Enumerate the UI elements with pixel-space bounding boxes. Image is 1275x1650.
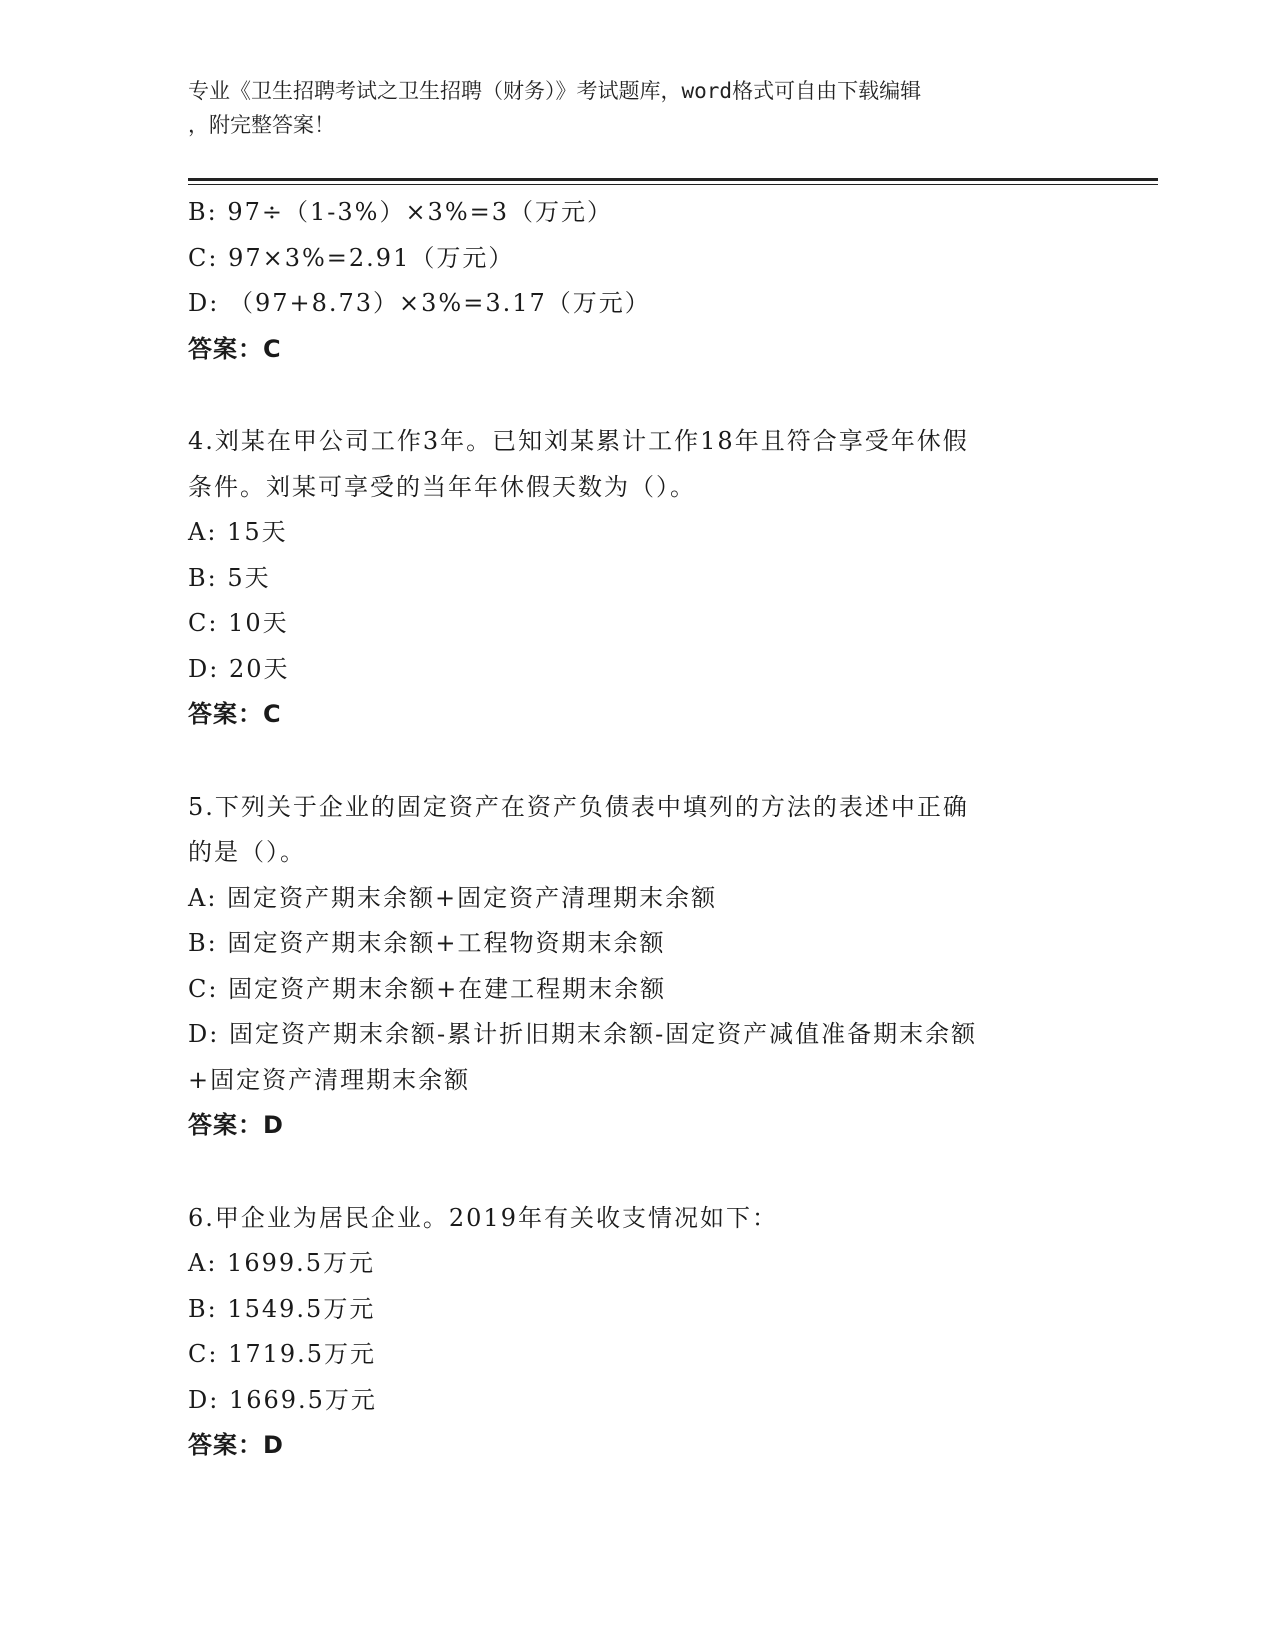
q4-stem-line-1: 4.刘某在甲公司工作3年。已知刘某累计工作18年且符合享受年休假: [188, 427, 969, 455]
q4-option-c: C: 10天: [188, 609, 289, 637]
q6-option-d: D: 1669.5万元: [188, 1385, 377, 1414]
question-6: [188, 1196, 1088, 1469]
q4-option-a: A: 15天: [188, 518, 288, 546]
question-list: [188, 190, 1088, 1469]
q5-stem-line-2: 的是（）。: [188, 838, 306, 866]
q3-option-c: C: 97×3%=2.91（万元）: [188, 243, 515, 272]
q6-option-a: A: 1699.5万元: [188, 1249, 376, 1277]
q3-option-d: D: （97+8.73）×3%=3.17（万元）: [188, 289, 651, 317]
q3-answer: 答案：C: [188, 334, 282, 363]
q5-stem-line-1: 5.下列关于企业的固定资产在资产负债表中填列的方法的表述中正确: [188, 792, 969, 821]
q5-option-d-line-1: D: 固定资产期末余额-累计折旧期末余额-固定资产减值准备期末余额: [188, 1020, 978, 1048]
q6-option-b: B: 1549.5万元: [188, 1294, 376, 1323]
q6-stem: 6.甲企业为居民企业。2019年有关收支情况如下：: [188, 1203, 778, 1232]
q5-option-a: A: 固定资产期末余额+固定资产清理期末余额: [188, 883, 718, 912]
question-3: [188, 190, 1088, 372]
q5-option-d-line-2: +固定资产清理期末余额: [188, 1065, 471, 1094]
q4-stem-line-2: 条件。刘某可享受的当年年休假天数为（）。: [188, 472, 696, 501]
q5-option-b: B: 固定资产期末余额+工程物资期末余额: [188, 929, 666, 957]
q5-answer: 答案：D: [188, 1111, 284, 1139]
header-line-2: ，附完整答案！: [188, 113, 335, 137]
header-divider-thick: [188, 178, 1158, 181]
document-header: [188, 74, 1068, 142]
header-divider-thin: [188, 184, 1158, 185]
q4-option-b: B: 5天: [188, 563, 271, 592]
q5-option-c: C: 固定资产期末余额+在建工程期末余额: [188, 974, 667, 1003]
q4-option-d: D: 20天: [188, 654, 290, 683]
header-line-1: 专业《卫生招聘考试之卫生招聘（财务）》考试题库，word格式可自由下载编辑: [188, 79, 922, 103]
q6-option-c: C: 1719.5万元: [188, 1340, 377, 1368]
q6-answer: 答案：D: [188, 1431, 284, 1459]
question-4: [188, 419, 1088, 738]
q3-option-b: B: 97÷（1-3%）×3%=3（万元）: [188, 198, 614, 226]
question-5: [188, 785, 1088, 1149]
q4-answer: 答案：C: [188, 700, 282, 728]
